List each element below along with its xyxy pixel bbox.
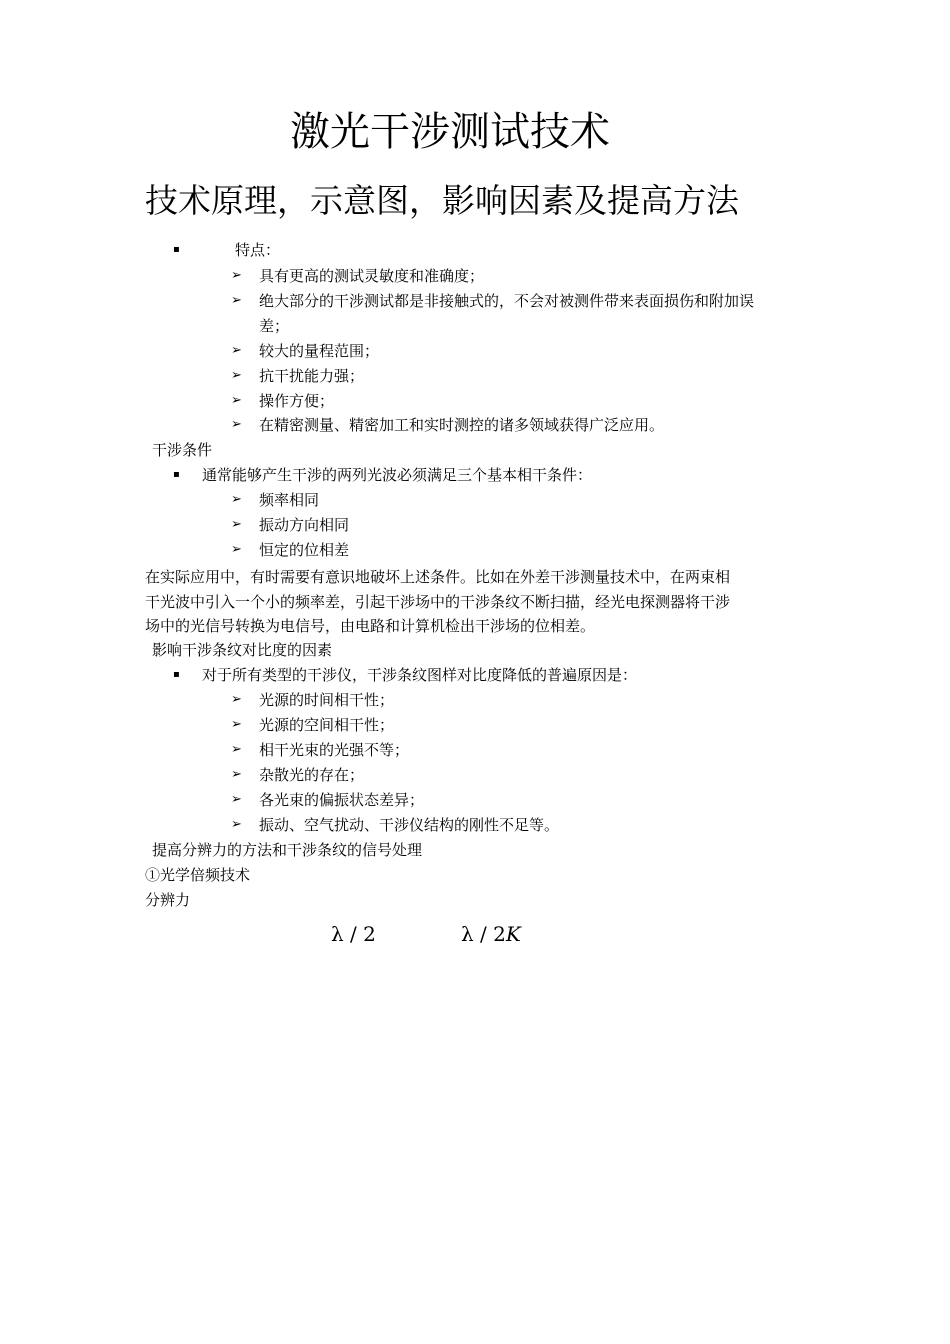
formula-half-wavelength-over-k xyxy=(461,921,521,947)
arrow-bullet-icon: ➢ xyxy=(231,767,242,782)
arrow-bullet-icon: ➢ xyxy=(231,393,242,408)
list-item: 振动、空气扰动、干涉仪结构的刚性不足等。 xyxy=(259,816,560,834)
arrow-bullet-icon: ➢ xyxy=(231,343,242,358)
resolution-label: 分辨力 xyxy=(145,891,191,909)
arrow-bullet-icon: ➢ xyxy=(231,368,242,383)
formula-prefix: λ / 2 xyxy=(461,922,506,946)
list-item: 光源的空间相干性； xyxy=(259,716,395,734)
list-item: 较大的量程范围； xyxy=(259,342,380,360)
paragraph-line: 干光波中引入一个小的频率差，引起干涉场中的干涉条纹不断扫描，经光电探测器将干涉 xyxy=(145,593,731,611)
arrow-bullet-icon: ➢ xyxy=(231,542,242,557)
document-subtitle: 技术原理，示意图，影响因素及提高方法 xyxy=(145,181,739,220)
paragraph-line: 场中的光信号转换为电信号，由电路和计算机检出干涉场的位相差。 xyxy=(145,617,596,635)
arrow-bullet-icon: ➢ xyxy=(231,293,242,308)
arrow-bullet-icon: ➢ xyxy=(231,517,242,532)
section-heading: 提高分辨力的方法和干涉条纹的信号处理 xyxy=(152,841,423,859)
arrow-bullet-icon: ➢ xyxy=(231,792,242,807)
arrow-bullet-icon: ➢ xyxy=(231,268,242,283)
square-bullet-icon: ▪ xyxy=(173,669,180,680)
list-item: 振动方向相同 xyxy=(259,516,350,534)
list-item: 在精密测量、精密加工和实时测控的诸多领域获得广泛应用。 xyxy=(259,416,665,434)
list-item: 杂散光的存在； xyxy=(259,766,365,784)
list-intro: 对于所有类型的干涉仪，干涉条纹图样对比度降低的普遍原因是： xyxy=(202,666,638,684)
subsection-heading: ①光学倍频技术 xyxy=(145,866,251,884)
list-item: 各光束的偏振状态差异； xyxy=(259,791,425,809)
list-item: 抗干扰能力强； xyxy=(259,367,365,385)
list-item-continuation: 差； xyxy=(259,317,290,335)
list-item: 恒定的位相差 xyxy=(259,541,350,559)
section-heading: 影响干涉条纹对比度的因素 xyxy=(152,641,333,659)
list-item: 频率相同 xyxy=(259,491,320,509)
list-item: 相干光束的光强不等； xyxy=(259,741,410,759)
arrow-bullet-icon: ➢ xyxy=(231,492,242,507)
arrow-bullet-icon: ➢ xyxy=(231,742,242,757)
square-bullet-icon: ▪ xyxy=(173,469,180,480)
arrow-bullet-icon: ➢ xyxy=(231,817,242,832)
list-item: 光源的时间相干性； xyxy=(259,691,395,709)
document-title: 激光干涉测试技术 xyxy=(290,109,610,155)
list-intro: 通常能够产生干涉的两列光波必须满足三个基本相干条件： xyxy=(202,466,593,484)
list-item: 具有更高的测试灵敏度和准确度； xyxy=(259,267,485,285)
formula-variable: K xyxy=(505,922,521,946)
section-heading: 干涉条件 xyxy=(152,441,213,459)
paragraph-line: 在实际应用中，有时需要有意识地破坏上述条件。比如在外差干涉测量技术中，在两束相 xyxy=(145,568,731,586)
square-bullet-icon: ▪ xyxy=(173,244,180,255)
list-item: 操作方便； xyxy=(259,392,335,410)
formula-half-wavelength: λ / 2 xyxy=(331,922,376,946)
arrow-bullet-icon: ➢ xyxy=(231,717,242,732)
arrow-bullet-icon: ➢ xyxy=(231,417,242,432)
features-label: 特点： xyxy=(235,241,281,259)
list-item: 绝大部分的干涉测试都是非接触式的，不会对被测件带来表面损伤和附加误 xyxy=(259,292,755,310)
arrow-bullet-icon: ➢ xyxy=(231,692,242,707)
